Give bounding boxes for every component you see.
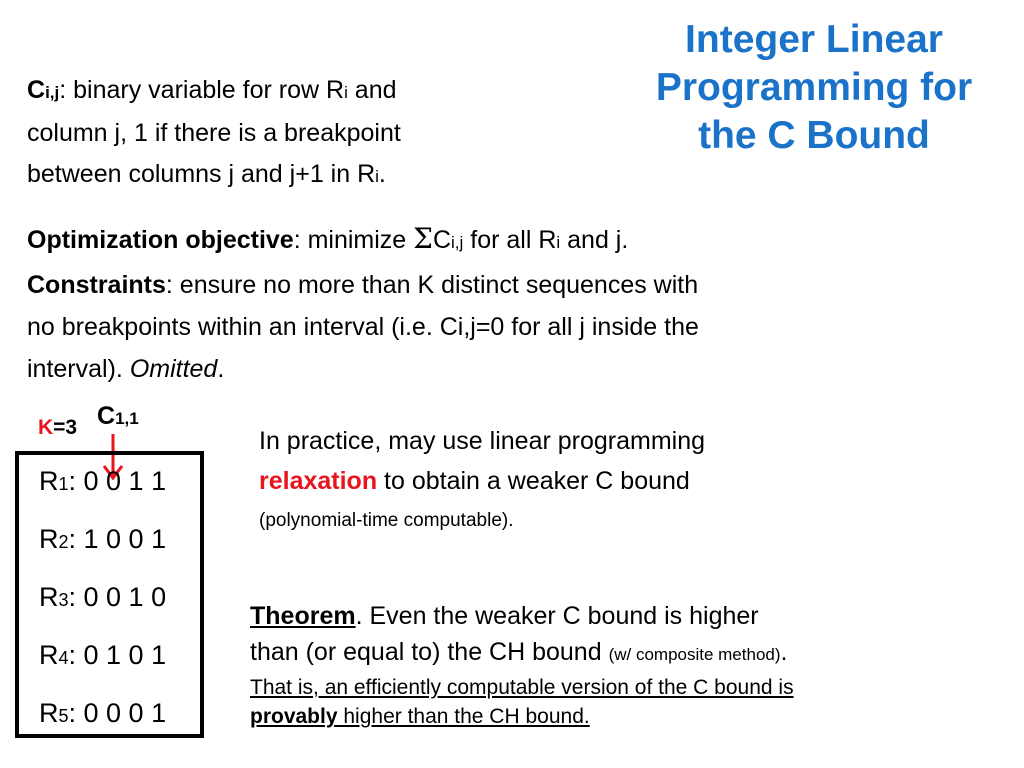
theorem-label: Theorem — [250, 602, 356, 630]
practice-text-2: to obtain a weaker C bound — [377, 467, 690, 495]
constraints-label: Constraints — [27, 271, 166, 299]
constraints-text-3: interval). — [27, 355, 130, 383]
intro-end-1: and — [347, 76, 397, 104]
constraints-line-2: no breakpoints within an interval (i.e. Ci,j=0 for all j inside the — [27, 313, 699, 341]
row-label: R — [39, 698, 59, 728]
relaxation-term: relaxation — [259, 467, 378, 495]
row-index: 2 — [58, 532, 69, 552]
practice-line-1: In practice, may use linear programming — [259, 427, 706, 455]
row-label: R — [39, 524, 59, 554]
objective-text-1: : minimize — [293, 226, 414, 254]
theorem-text-2: than (or equal to) the CH bound — [250, 638, 609, 666]
row-label: R — [39, 640, 59, 670]
k-value: =3 — [53, 416, 78, 439]
row-label: R — [39, 466, 59, 496]
theorem-line-1 — [250, 598, 1010, 634]
omitted-label: Omitted — [129, 355, 218, 383]
matrix-row — [39, 524, 166, 555]
row-values: : 0 0 1 0 — [68, 582, 167, 612]
theorem-line-2 — [250, 634, 1010, 673]
theorem-text-4: higher than the CH bound. — [337, 705, 590, 728]
intro-sub-3: i — [375, 167, 379, 186]
constraints-end-3: . — [217, 355, 225, 383]
provably-term: provably — [250, 705, 338, 728]
row-values: : 0 0 0 1 — [68, 698, 167, 728]
matrix-row — [39, 640, 166, 671]
var-c: C — [27, 76, 46, 104]
theorem-end-2: . — [780, 638, 788, 666]
title-line-3: the C Bound — [698, 114, 930, 157]
objective-r-sub: i — [556, 233, 561, 252]
intro-line-2: column j, 1 if there is a breakpoint — [27, 119, 401, 147]
objective-label: Optimization objective — [27, 226, 294, 254]
c11-letter: C — [97, 402, 116, 430]
intro-line-1 — [27, 70, 587, 113]
objective-c-sub: i,j — [451, 233, 464, 252]
objective-text-3: and j. — [560, 226, 629, 254]
variable-definition — [27, 70, 587, 197]
title-line-2: Programming for — [655, 66, 973, 109]
row-values: : 1 0 0 1 — [68, 524, 167, 554]
row-values: : 0 0 1 1 — [68, 466, 167, 496]
intro-end-3: . — [378, 160, 386, 188]
theorem-text-1: . Even the weaker C bound is higher — [355, 602, 759, 630]
practice-note — [259, 421, 959, 541]
c11-label — [97, 402, 139, 431]
sigma-symbol: Σ — [413, 222, 433, 255]
theorem-block — [250, 598, 1010, 731]
c11-sub: 1,1 — [115, 409, 139, 428]
constraints-line-3 — [27, 348, 997, 390]
slide-title — [612, 16, 1016, 160]
objective-constraints — [27, 218, 997, 390]
practice-line-2 — [259, 461, 959, 501]
composite-method-note: (w/ composite method) — [608, 645, 781, 664]
k-letter: K — [38, 416, 54, 439]
objective-c: C — [432, 226, 452, 254]
row-label: R — [39, 582, 59, 612]
matrix-row — [39, 698, 166, 729]
matrix-row — [39, 466, 166, 497]
row-index: 4 — [58, 648, 69, 668]
row-index: 1 — [58, 474, 69, 494]
constraints-line-1 — [27, 264, 997, 306]
row-index: 5 — [58, 706, 69, 726]
sequence-matrix — [15, 451, 204, 738]
intro-text-3: between columns j and j+1 in R — [27, 160, 376, 188]
objective-text-2: for all R — [463, 226, 557, 254]
intro-text-1: : binary variable for row R — [59, 76, 345, 104]
k-label — [38, 416, 77, 440]
constraints-text-1: : ensure no more than K distinct sequences with — [165, 271, 699, 299]
row-values: : 0 1 0 1 — [68, 640, 167, 670]
var-sub: i,j — [45, 83, 60, 102]
theorem-line-4 — [250, 702, 1010, 731]
row-index: 3 — [58, 590, 69, 610]
matrix-row — [39, 582, 166, 613]
intro-line-3 — [27, 154, 587, 197]
practice-line-3: (polynomial-time computable). — [259, 510, 514, 531]
intro-sub-1: i — [344, 83, 348, 102]
title-line-1: Integer Linear — [685, 18, 943, 61]
theorem-line-3: That is, an efficiently computable version of the C bound is — [250, 676, 794, 699]
objective-line — [27, 218, 997, 264]
